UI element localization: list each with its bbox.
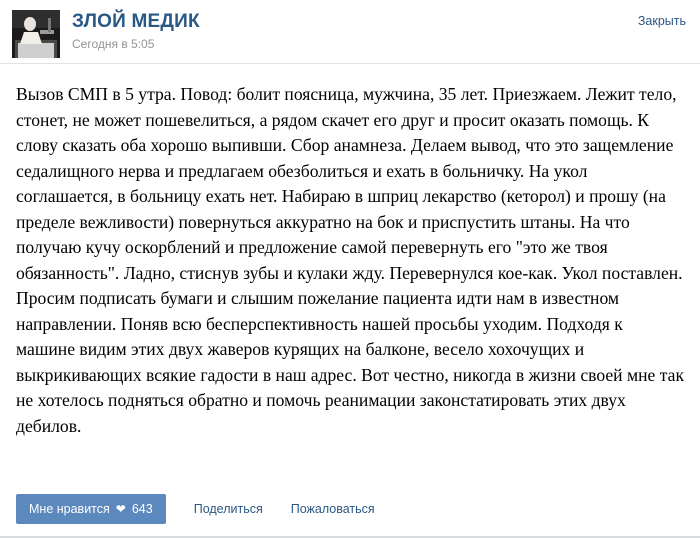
heart-icon: ❤ [115,502,126,516]
post-text: Вызов СМП в 5 утра. Повод: болит поясница, мужчина, 35 лет. Приезжаем. Лежит тело, стонет, не может пошевелиться, а рядом скачет его друг и просит оказать помощь. К слову сказать оба хорошо выпивши. Сбор анамнеза. Делаем вывод, что это защемление седалищного нерва и предлагаем обезболиться и ехать в больничку. На укол соглашается, в больницу ехать нет. Набираю в шприц лекарство (кеторол) и прошу (на пределе вежливости) повернуться аккуратно на бок и приспустить штаны. На что получаю кучу оскорблений и предложение самой перевернуть его "это же твоя обязанность". Ладно, стиснув зубы и кулаки жду. Перевернулся кое-как. Укол поставлен. Просим подписать бумаги и слышим пожелание пациента идти нам в известном направлении. Поняв всю бесперспективность нашей просьбы уходим. Подходя к машине видим этих двух жаверов курящих на балконе, весело хохочущих и выкрикивающих всякие гадости в наш адрес. Вот честно, никогда в жизни своей мне так не хотелось подняться обратно и помочь реанимации законстатировать этих двух дебилов. [16,84,689,436]
share-button[interactable]: Поделиться [193,502,263,516]
post-date: Сегодня в 5:05 [72,37,155,51]
post-header-text [72,8,200,51]
post-body [0,64,700,482]
avatar[interactable] [12,10,60,58]
group-name[interactable]: ЗЛОЙ МЕДИК [72,11,200,32]
report-button[interactable]: Пожаловаться [290,502,375,516]
avatar-photo [12,10,60,58]
close-button[interactable]: Закрыть [637,14,686,28]
post-footer [0,482,700,536]
like-label: Мне нравится [29,502,110,516]
like-button[interactable] [16,494,166,524]
like-count: 643 [131,502,153,516]
post-header [0,0,700,64]
